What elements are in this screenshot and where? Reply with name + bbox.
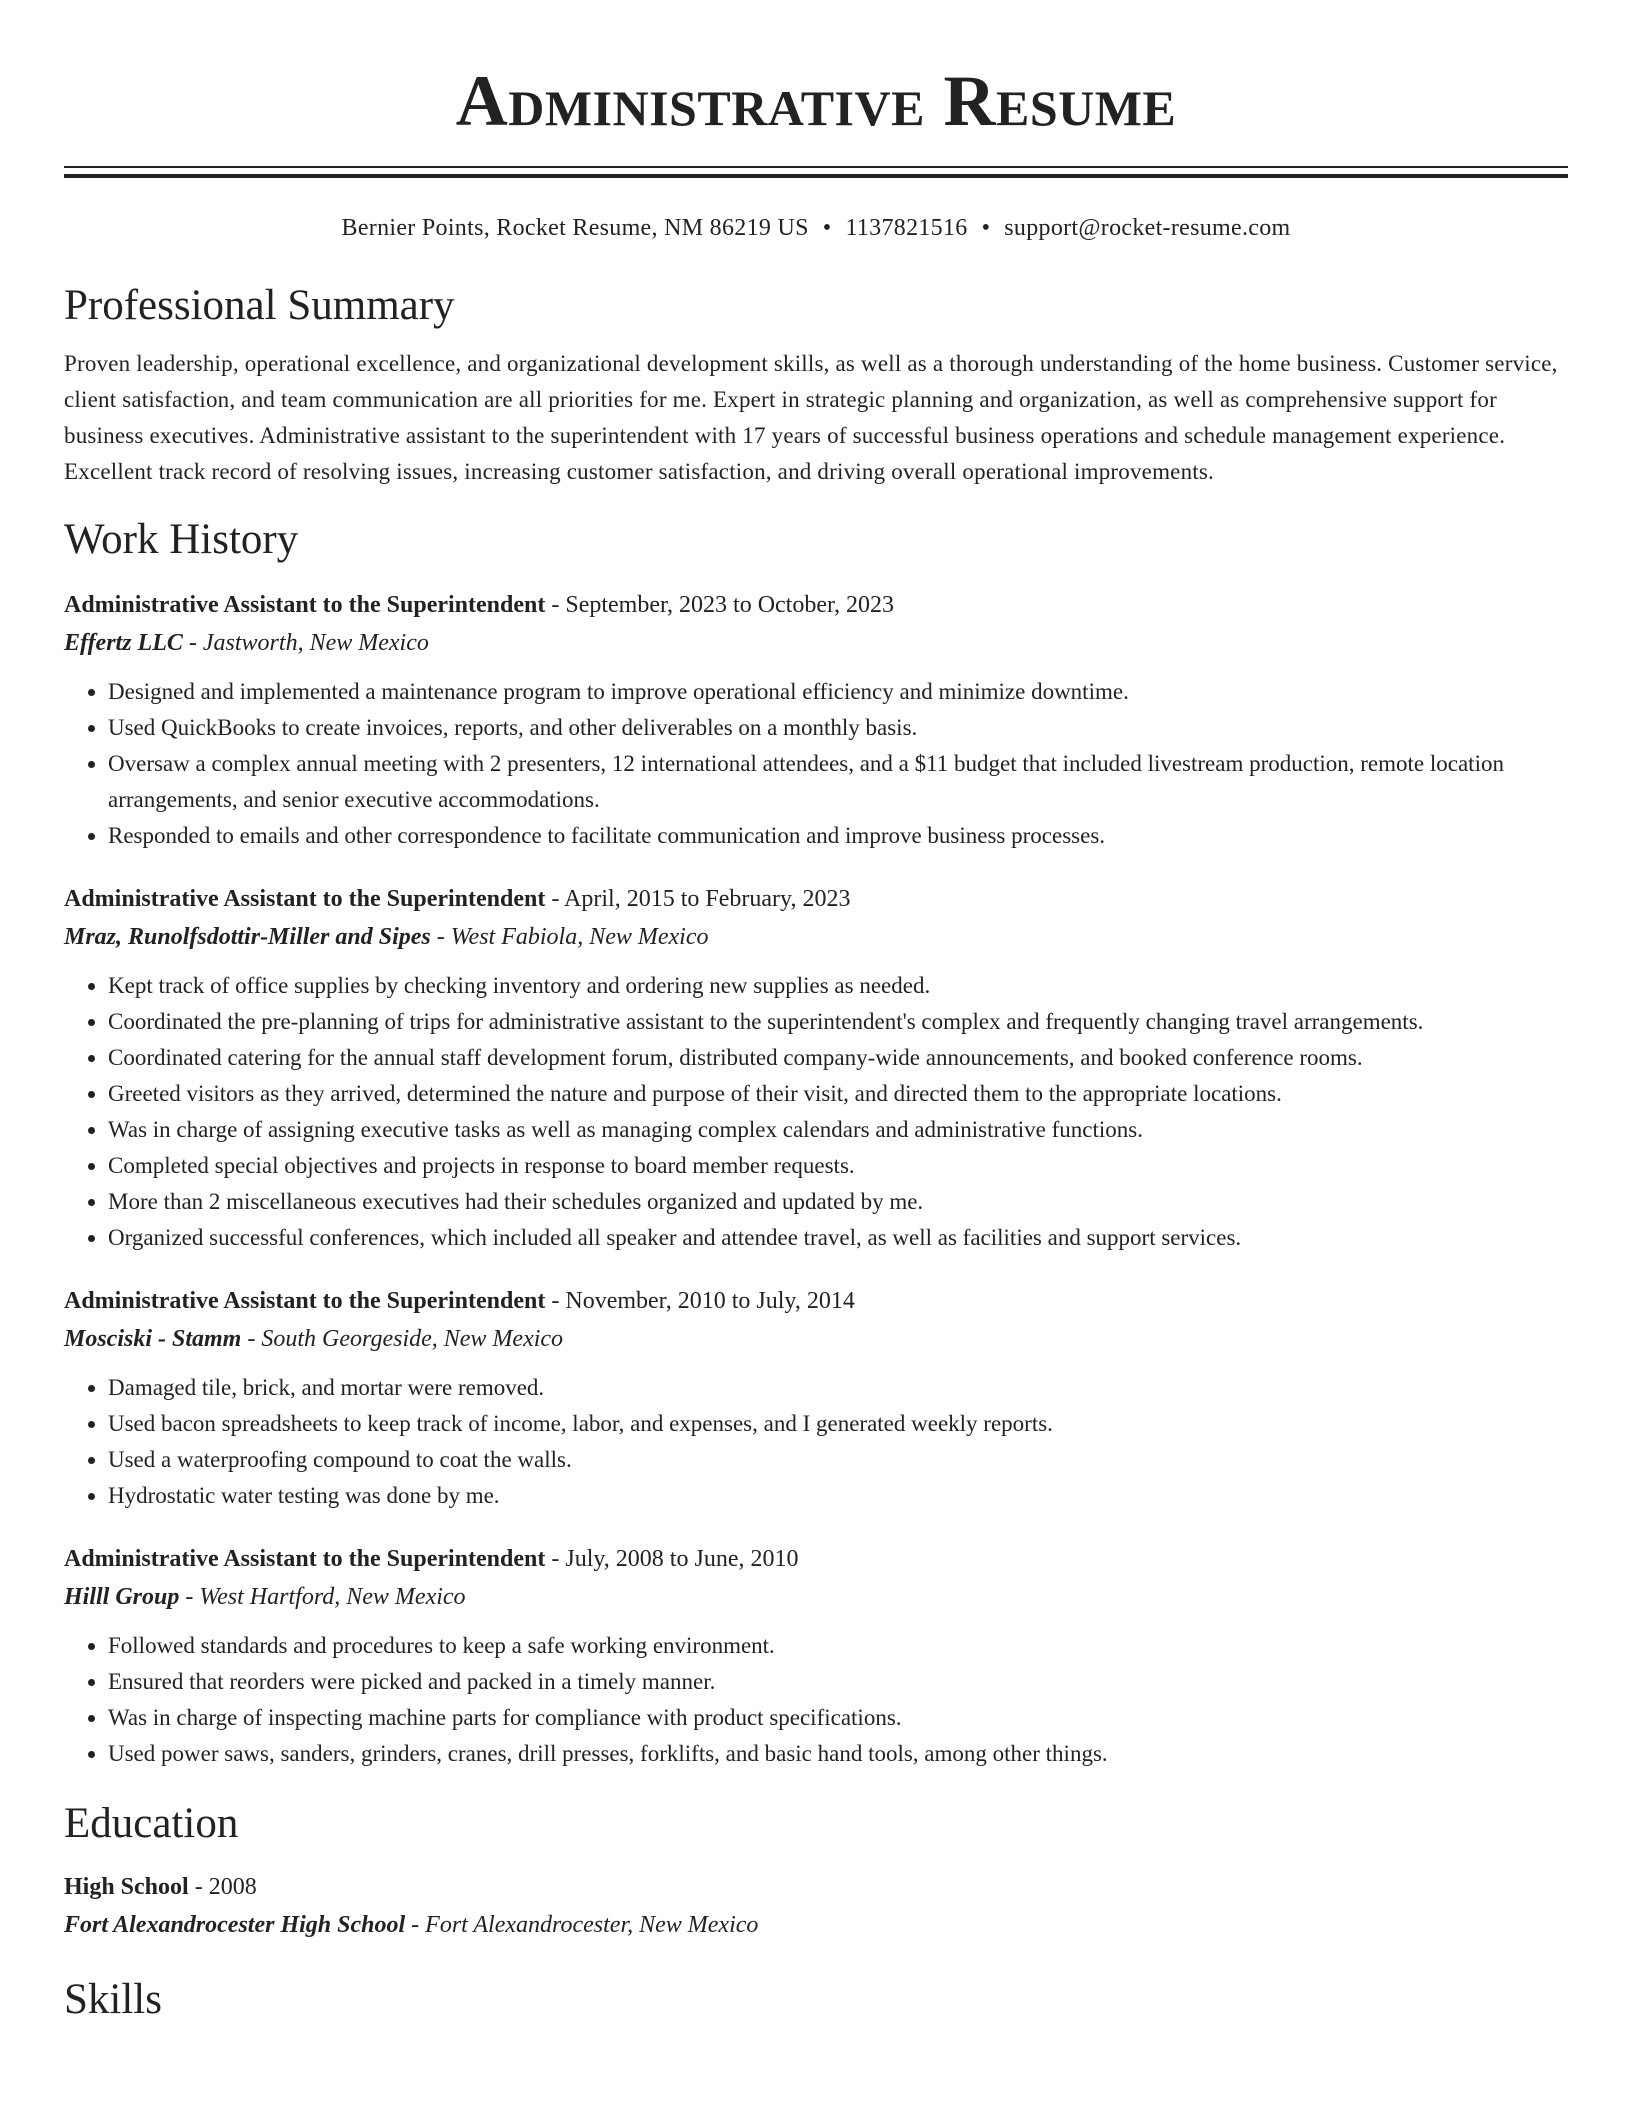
dash: - [430, 924, 451, 950]
job-title: Administrative Assistant to the Superintendent [64, 592, 546, 618]
job-dates: July, 2008 to June, 2010 [565, 1546, 799, 1572]
duty-item: • Was in charge of inspecting machine parts for compliance with product specifications. [108, 1700, 1568, 1736]
contact-address: Bernier Points, Rocket Resume, NM 86219 US [341, 215, 809, 241]
duty-item: • Used QuickBooks to create invoices, reports, and other deliverables on a monthly basis. [108, 710, 1568, 746]
company-name: Mosciski - Stamm [64, 1326, 242, 1352]
company-line [64, 1320, 1568, 1358]
company-location: South Georgeside, New Mexico [261, 1326, 564, 1352]
degree: High School [64, 1874, 189, 1900]
job-entry [64, 880, 1568, 1256]
job-title: Administrative Assistant to the Superintendent [64, 1288, 546, 1314]
work-history-heading: Work History [64, 516, 299, 563]
company-location: West Hartford, New Mexico [199, 1584, 466, 1610]
job-dates: September, 2023 to October, 2023 [565, 592, 895, 618]
duty-item: • Responded to emails and other correspondence to facilitate communication and improve business processes. [108, 818, 1568, 854]
company-location: West Fabiola, New Mexico [450, 924, 709, 950]
school-name: Fort Alexandrocester High School [64, 1912, 406, 1938]
duty-item: • Coordinated the pre-planning of trips for administrative assistant to the superintendent's complex and frequently changing travel arrangements. [108, 1004, 1568, 1040]
title-divider-thick [64, 174, 1568, 178]
duty-item: • Was in charge of assigning executive tasks as well as managing complex calendars and administrative functions. [108, 1112, 1568, 1148]
company-location: Jastworth, New Mexico [202, 630, 429, 656]
job-title: Administrative Assistant to the Superintendent [64, 886, 546, 912]
dash: - [545, 1546, 566, 1572]
dash: - [188, 1874, 209, 1900]
resume-title: Administrative Resume [455, 61, 1177, 141]
contact-separator: • [981, 215, 991, 241]
skills-heading: Skills [64, 1976, 162, 2023]
job-entry [64, 1282, 1568, 1514]
job-title-line [64, 586, 1568, 624]
contact-email[interactable]: support@rocket-resume.com [1004, 215, 1291, 241]
duty-list [64, 968, 1568, 1256]
duty-item: • Used bacon spreadsheets to keep track of income, labor, and expenses, and I generated weekly reports. [108, 1406, 1568, 1442]
dash: - [182, 630, 203, 656]
duty-list [64, 1370, 1568, 1514]
duty-item: • Oversaw a complex annual meeting with 2 presenters, 12 international attendees, and a $11 budget that included livestream production, remote location arrangements, and senior executive accommodations. [108, 746, 1568, 818]
dash: - [545, 886, 565, 912]
job-title: Administrative Assistant to the Superintendent [64, 1546, 546, 1572]
company-line [64, 624, 1568, 662]
duty-list [64, 674, 1568, 854]
dash: - [179, 1584, 200, 1610]
duty-item: • Ensured that reorders were picked and packed in a timely manner. [108, 1664, 1568, 1700]
contact-separator: • [822, 215, 832, 241]
job-entry [64, 1540, 1568, 1772]
company-name: Effertz LLC [64, 630, 183, 656]
summary-text: Proven leadership, operational excellence, and organizational development skills, as well as a thorough understanding of the home business. Customer service, client satisfaction, and team communication are all priorities for me. Expert in strategic planning and organization, as well as comprehensive support for business executives. Administrative assistant to the superintendent with 17 years of successful business operations and schedule management experience. Excellent track record of resolving issues, increasing customer satisfaction, and driving overall operational improvements. [64, 351, 1558, 484]
school-location: Fort Alexandrocester, New Mexico [425, 1912, 759, 1938]
duty-list [64, 1628, 1568, 1772]
job-dates: April, 2015 to February, 2023 [564, 886, 851, 912]
duty-item: • Used a waterproofing compound to coat the walls. [108, 1442, 1568, 1478]
company-line [64, 918, 1568, 956]
job-title-line [64, 1282, 1568, 1320]
summary-heading: Professional Summary [64, 282, 455, 329]
contact-line [64, 212, 1568, 244]
duty-item: • Kept track of office supplies by checking inventory and ordering new supplies as needed. [108, 968, 1568, 1004]
dash: - [545, 1288, 566, 1314]
job-dates: November, 2010 to July, 2014 [565, 1288, 855, 1314]
job-title-line [64, 880, 1568, 918]
duty-item: • Used power saws, sanders, grinders, cranes, drill presses, forklifts, and basic hand tools, among other things. [108, 1736, 1568, 1772]
company-name: Mraz, Runolfsdottir-Miller and Sipes [64, 924, 431, 950]
duty-item: • Followed standards and procedures to keep a safe working environment. [108, 1628, 1568, 1664]
company-line [64, 1578, 1568, 1616]
duty-item: • Organized successful conferences, which included all speaker and attendee travel, as well as facilities and support services. [108, 1220, 1568, 1256]
duty-item: • Damaged tile, brick, and mortar were removed. [108, 1370, 1568, 1406]
duty-item: • Coordinated catering for the annual staff development forum, distributed company-wide announcements, and booked conference rooms. [108, 1040, 1568, 1076]
graduation-year: 2008 [208, 1874, 257, 1900]
school-line [64, 1906, 1568, 1944]
contact-phone: 1137821516 [845, 215, 968, 241]
duty-item: • More than 2 miscellaneous executives had their schedules organized and updated by me. [108, 1184, 1568, 1220]
degree-line [64, 1868, 1568, 1906]
duty-item: • Hydrostatic water testing was done by me. [108, 1478, 1568, 1514]
duty-item: • Completed special objectives and projects in response to board member requests. [108, 1148, 1568, 1184]
duty-item: • Greeted visitors as they arrived, determined the nature and purpose of their visit, and directed them to the appropriate locations. [108, 1076, 1568, 1112]
dash: - [545, 592, 566, 618]
dash: - [405, 1912, 426, 1938]
job-title-line [64, 1540, 1568, 1578]
education-entry [64, 1868, 1568, 1944]
education-heading: Education [64, 1800, 239, 1847]
dash: - [241, 1326, 262, 1352]
job-entry [64, 586, 1568, 854]
duty-item: • Designed and implemented a maintenance program to improve operational efficiency and minimize downtime. [108, 674, 1568, 710]
company-name: Hilll Group [64, 1584, 180, 1610]
title-divider-thin [64, 166, 1568, 168]
